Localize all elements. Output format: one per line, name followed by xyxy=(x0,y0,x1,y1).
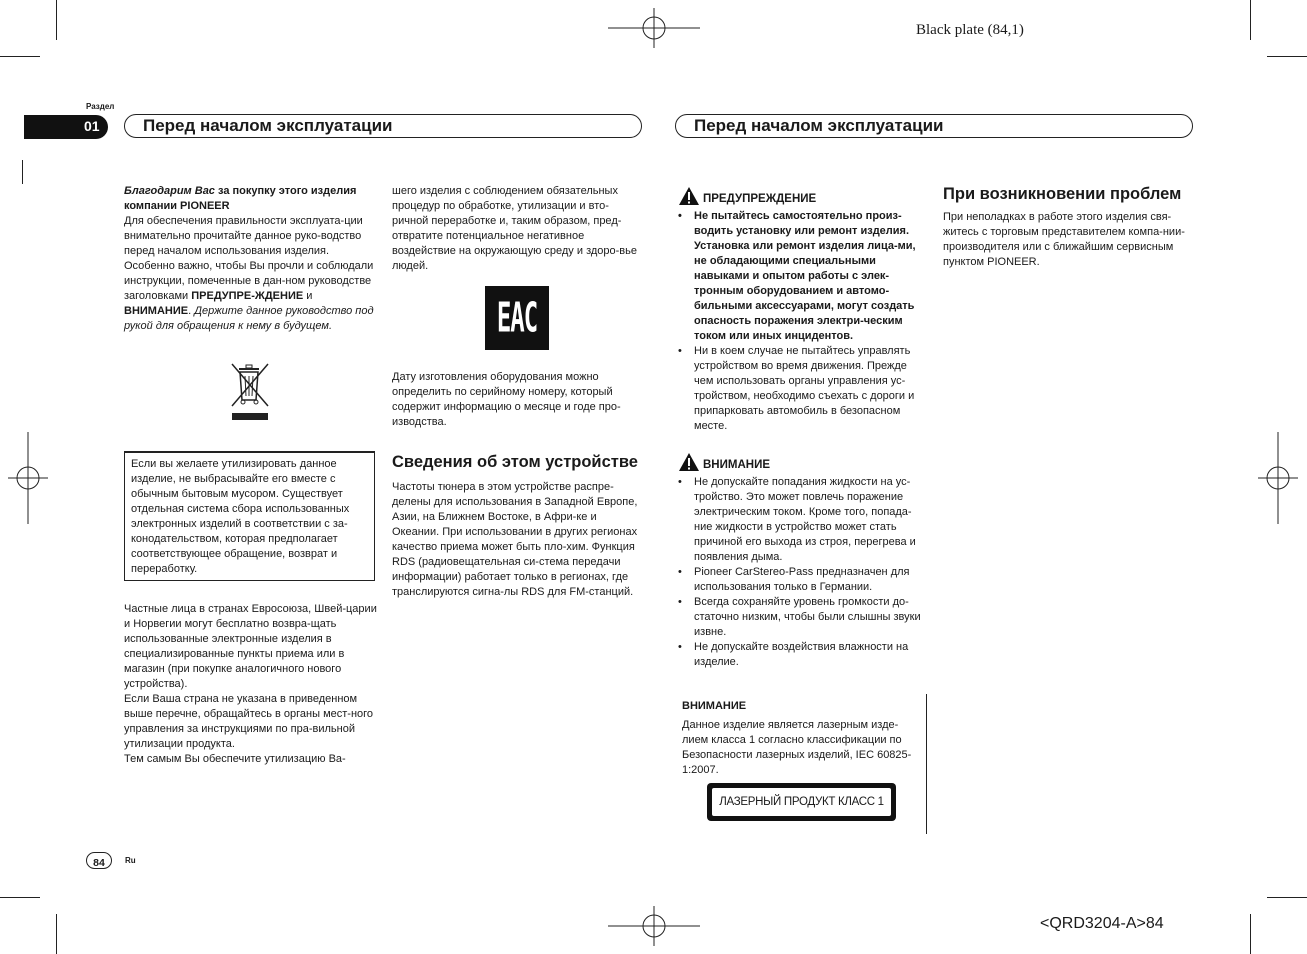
troubleshooting-heading: При возникновении проблем xyxy=(943,185,1182,203)
caution-section xyxy=(678,452,928,670)
section-header-left: Перед началом эксплуатации xyxy=(124,114,642,138)
plate-label: Black plate (84,1) xyxy=(916,22,1024,38)
registration-mark-right xyxy=(1258,432,1298,524)
manufacture-date-paragraph: Дату изготовления оборудования можно определить по серийному номеру, который содержит информацию о месяце и годе про-изводства. xyxy=(392,371,621,428)
eac-logo-text: EAC xyxy=(496,294,538,342)
laser-product-label xyxy=(707,783,896,821)
caution-item: • Всегда сохраняйте уровень громкости до-статочно низким, чтобы были слышны звуки извне. xyxy=(678,595,928,640)
warning-item: • Ни в коем случае не пытайтесь управлять устройством во время движения. Прежде чем использовать органы управления ус-тройством, необходимо съехать с дороги и припарковать автомобиль в безопасном месте. xyxy=(678,344,928,434)
laser-caution-title: ВНИМАНИЕ xyxy=(682,700,747,712)
warning-title-row xyxy=(678,186,928,206)
tuner-paragraph: Частоты тюнера в этом устройстве распре-делены для использования в Западной Европе, Азии, на Ближнем Востоке, в Афри-ке и Океании. При использовании в других регионах качество приема может быть пло-хим. Функция RDS (радиовещательная си-стема передачи информации) работает только в регионах, где транслируются сигна-лы RDS для FM-станций. xyxy=(392,481,638,598)
crop-mark xyxy=(0,897,40,898)
thanks-line: Благодарим Вас за покупку этого изделия компании PIONEER xyxy=(124,185,357,212)
caution-title: ВНИМАНИЕ xyxy=(703,459,771,471)
column-2-lower xyxy=(392,370,642,600)
caution-item: • Не допускайте воздействия влажности на изделие. xyxy=(678,640,928,670)
warning-triangle-icon xyxy=(678,186,700,206)
page-number-badge xyxy=(86,852,112,869)
warning-title: ПРЕДУПРЕЖДЕНИЕ xyxy=(703,193,817,205)
eac-logo xyxy=(485,286,549,350)
caution-triangle-icon xyxy=(678,452,700,472)
device-info-heading: Сведения об этом устройстве xyxy=(392,453,638,471)
weee-crossed-bin-icon xyxy=(228,362,272,422)
private-persons-paragraph: Частные лица в странах Евросоюза, Швей-царии и Норвегии могут бесплатно возвра-щать использованные электронные изделия в специализированные пункты приема или в магазин (при покупке аналогичного нового устройства). xyxy=(124,603,377,690)
column-1-lower xyxy=(124,602,378,767)
crop-mark xyxy=(0,56,40,57)
crop-mark xyxy=(1250,0,1251,40)
section-label: Раздел xyxy=(86,102,115,111)
caution-item: • Pioneer CarStereo-Pass предназначен для использования только в Германии. xyxy=(678,565,928,595)
crop-mark xyxy=(22,160,23,184)
column-4 xyxy=(943,184,1195,270)
disposal-notice-box xyxy=(124,451,375,581)
laser-section xyxy=(682,699,920,778)
registration-mark-top xyxy=(608,8,700,48)
troubleshooting-text: При неполадках в работе этого изделия свя-житесь с торговым представителем компа-нии-производителя или с ближайшим сервисным пунктом PIONEER. xyxy=(943,211,1185,268)
crop-mark xyxy=(56,0,57,40)
other-countries-paragraph: Если Ваша страна не указана в приведенном выше перечне, обращайтесь в органы мест-ного управления за инструкциями по пра-вильной утилизации продукта. xyxy=(124,693,374,750)
column-2 xyxy=(392,184,642,274)
registration-mark-bottom xyxy=(608,906,700,946)
laser-product-label-inner xyxy=(712,788,891,816)
laser-caution-text: Данное изделие является лазерным изде-лием класса 1 согласно классификации по Безопасности лазерных изделий, IEC 60825-1:2007. xyxy=(682,719,912,776)
page-number: 84 xyxy=(93,857,105,869)
section-number: 01 xyxy=(84,118,100,134)
warning-item: • Не пытайтесь самостоятельно произ-водить установку или ремонт изделия. Установка или ремонт изделия лица-ми, не обладающими специальными навыками и опытом работы с элек-тронным оборудованием и автомо-бильными аксессуарами, могут создать опасность поражения электри-ческим током или иных инцидентов. xyxy=(678,209,928,344)
laser-product-label-text: ЛАЗЕРНЫЙ ПРОДУКТ КЛАСС 1 xyxy=(719,796,884,808)
column-1 xyxy=(124,184,376,334)
ending-paragraph: Тем самым Вы обеспечите утилизацию Ва- xyxy=(124,753,346,765)
disposal-notice-text: Если вы желаете утилизировать данное изделие, не выбрасывайте его вместе с обычным бытовым мусором. Существует отдельная система сбора использованных электронных изделий в соответствии с за-конодательством, которая предполагает соответствующее обращение, возврат и переработку. xyxy=(131,458,350,575)
language-code: Ru xyxy=(125,856,136,865)
intro-paragraph: Для обеспечения правильности эксплуата-ции внимательно прочитайте данное руко-водство перед началом использования изделия. Особенно важно, чтобы Вы прочли и соблюдали инструкции, помеченные в дан-ном руководстве заголовками ПРЕДУПРЕ-ЖДЕНИЕ и ВНИМАНИЕ. Держите данное руководство под рукой для обращения к нему в будущем. xyxy=(124,215,374,332)
crop-mark xyxy=(1267,56,1307,57)
disposal-continued-paragraph: шего изделия с соблюдением обязательных процедур по обработке, утилизации и вто-ричной переработке и, таким образом, пред-отвратите потенциальное негативное воздействие на окружающую среду и здоро-вье людей. xyxy=(392,185,637,272)
warning-section xyxy=(678,186,928,434)
crop-mark xyxy=(56,914,57,954)
laser-box-rule xyxy=(926,694,927,834)
caution-item: • Не допускайте попадания жидкости на ус-тройство. Это может повлечь поражение электрическим током. Кроме того, попада-ние жидкости в устройство может стать причиной его выхода из строя, перегрева и появления дыма. xyxy=(678,475,928,565)
document-code: <QRD3204-A>84 xyxy=(1040,915,1164,932)
caution-title-row xyxy=(678,452,928,472)
registration-mark-left xyxy=(8,432,48,524)
section-header-right: Перед началом эксплуатации xyxy=(675,114,1193,138)
crop-mark xyxy=(1267,897,1307,898)
crop-mark xyxy=(1250,914,1251,954)
